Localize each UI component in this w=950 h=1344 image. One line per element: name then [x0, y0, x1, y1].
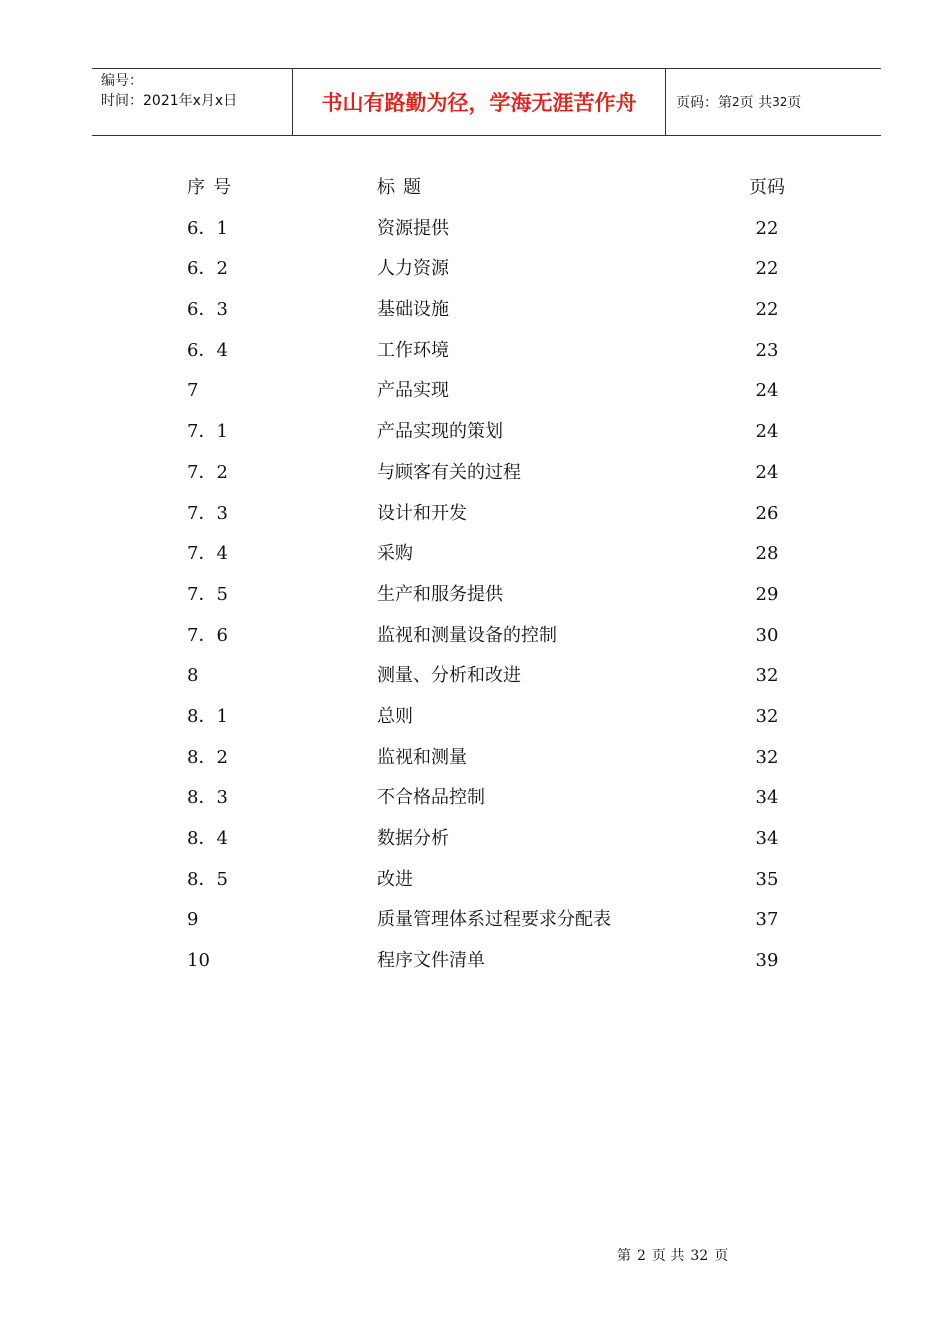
toc-row-title: 采购	[377, 543, 413, 565]
toc-row-number: 10	[187, 950, 210, 972]
page-info-mid: 页 共	[739, 95, 773, 111]
page-header	[92, 68, 881, 136]
toc-row-page: 26	[755, 502, 779, 524]
toc-header-number: 序号	[187, 177, 239, 198]
toc-row	[0, 371, 950, 412]
toc-row-page: 37	[755, 909, 779, 931]
toc-row	[0, 860, 950, 901]
toc-row	[0, 412, 950, 453]
toc-row	[0, 494, 950, 535]
toc-row-page: 22	[755, 217, 779, 239]
toc-row-title: 测量、分析和改进	[377, 665, 521, 687]
footer-suffix: 页	[714, 1248, 729, 1264]
toc-row-page: 34	[755, 787, 779, 809]
toc-row-title: 产品实现	[377, 380, 449, 402]
toc-header-title: 标题	[377, 177, 429, 198]
toc-row-title: 监视和测量	[377, 746, 467, 768]
toc-row-number: 6．3	[187, 299, 228, 321]
toc-row	[0, 575, 950, 616]
toc-row	[0, 819, 950, 860]
table-of-contents	[0, 168, 950, 982]
header-motto-cell	[293, 69, 666, 135]
toc-row	[0, 209, 950, 250]
header-meta-cell	[92, 69, 293, 135]
toc-row	[0, 697, 950, 738]
time-label: 时间：2021年x月x日	[101, 93, 238, 109]
page-info-total: 32	[772, 95, 788, 109]
toc-header-page: 页码	[749, 177, 785, 198]
motto-text: 书山有路勤为径，学海无涯苦作舟	[321, 91, 637, 115]
toc-row-number: 7．6	[187, 624, 228, 646]
toc-row-number: 8．2	[187, 746, 228, 768]
toc-row-number: 8．4	[187, 828, 228, 849]
toc-row-number: 7．3	[187, 502, 228, 524]
toc-row	[0, 453, 950, 494]
toc-row-title: 生产和服务提供	[377, 583, 503, 605]
page-info-suffix: 页	[787, 95, 802, 111]
toc-row-title: 工作环境	[377, 339, 449, 361]
toc-row	[0, 656, 950, 697]
toc-row-number: 8．5	[187, 868, 228, 890]
toc-row-title: 改进	[377, 868, 413, 890]
toc-row	[0, 249, 950, 290]
footer-total: 32	[690, 1248, 709, 1264]
toc-row-title: 人力资源	[377, 258, 449, 280]
toc-row-page: 32	[755, 705, 779, 727]
toc-row-page: 24	[755, 461, 779, 483]
toc-row-page: 22	[755, 299, 779, 321]
toc-row-page: 22	[755, 258, 779, 280]
toc-row	[0, 778, 950, 819]
toc-row-page: 34	[755, 828, 779, 849]
toc-row-title: 质量管理体系过程要求分配表	[377, 909, 611, 931]
toc-row-number: 8．3	[187, 787, 228, 809]
toc-row-number: 8．1	[187, 705, 228, 727]
toc-header-row	[0, 168, 950, 209]
toc-row-number: 7．1	[187, 421, 228, 443]
toc-row	[0, 616, 950, 657]
toc-row-title: 与顾客有关的过程	[377, 461, 521, 483]
page-info-prefix: 页码：第	[676, 95, 732, 111]
toc-row	[0, 331, 950, 372]
footer-mid: 页 共	[651, 1248, 685, 1264]
toc-row-number: 6．4	[187, 339, 228, 361]
toc-row-number: 7．5	[187, 583, 228, 605]
toc-row-title: 资源提供	[377, 217, 449, 239]
toc-row-title: 总则	[377, 705, 413, 727]
footer-current: 2	[637, 1248, 646, 1264]
toc-row-number: 9	[187, 909, 199, 931]
toc-row-title: 数据分析	[377, 828, 449, 849]
toc-row	[0, 290, 950, 331]
toc-row-title: 设计和开发	[377, 502, 467, 524]
toc-row-page: 24	[755, 380, 779, 402]
toc-row-title: 基础设施	[377, 299, 449, 321]
toc-row-title: 不合格品控制	[377, 787, 485, 809]
toc-row-title: 监视和测量设备的控制	[377, 624, 557, 646]
toc-row-number: 7	[187, 380, 199, 402]
toc-row	[0, 941, 950, 982]
toc-row	[0, 900, 950, 941]
header-page-cell	[666, 69, 881, 135]
toc-row-page: 32	[755, 665, 779, 687]
toc-row-number: 8	[187, 665, 199, 687]
toc-row-page: 35	[755, 868, 779, 890]
serial-number-label: 编号：	[101, 73, 143, 89]
toc-row-page: 30	[755, 624, 779, 646]
toc-row-page: 28	[755, 543, 779, 565]
toc-row-title: 程序文件清单	[377, 950, 485, 972]
toc-row-page: 23	[755, 339, 779, 361]
toc-row-number: 7．2	[187, 461, 228, 483]
toc-row-page: 39	[755, 950, 779, 972]
toc-row-number: 6．2	[187, 258, 228, 280]
toc-row	[0, 534, 950, 575]
footer-prefix: 第	[617, 1248, 631, 1264]
toc-row-number: 6．1	[187, 217, 228, 239]
toc-row-page: 24	[755, 421, 779, 443]
footer-page-number	[614, 1245, 731, 1265]
toc-row-page: 29	[755, 583, 779, 605]
page-info-current: 2	[732, 95, 740, 109]
toc-row-page: 32	[755, 746, 779, 768]
toc-row	[0, 738, 950, 779]
toc-row-title: 产品实现的策划	[377, 421, 503, 443]
toc-row-number: 7．4	[187, 543, 228, 565]
